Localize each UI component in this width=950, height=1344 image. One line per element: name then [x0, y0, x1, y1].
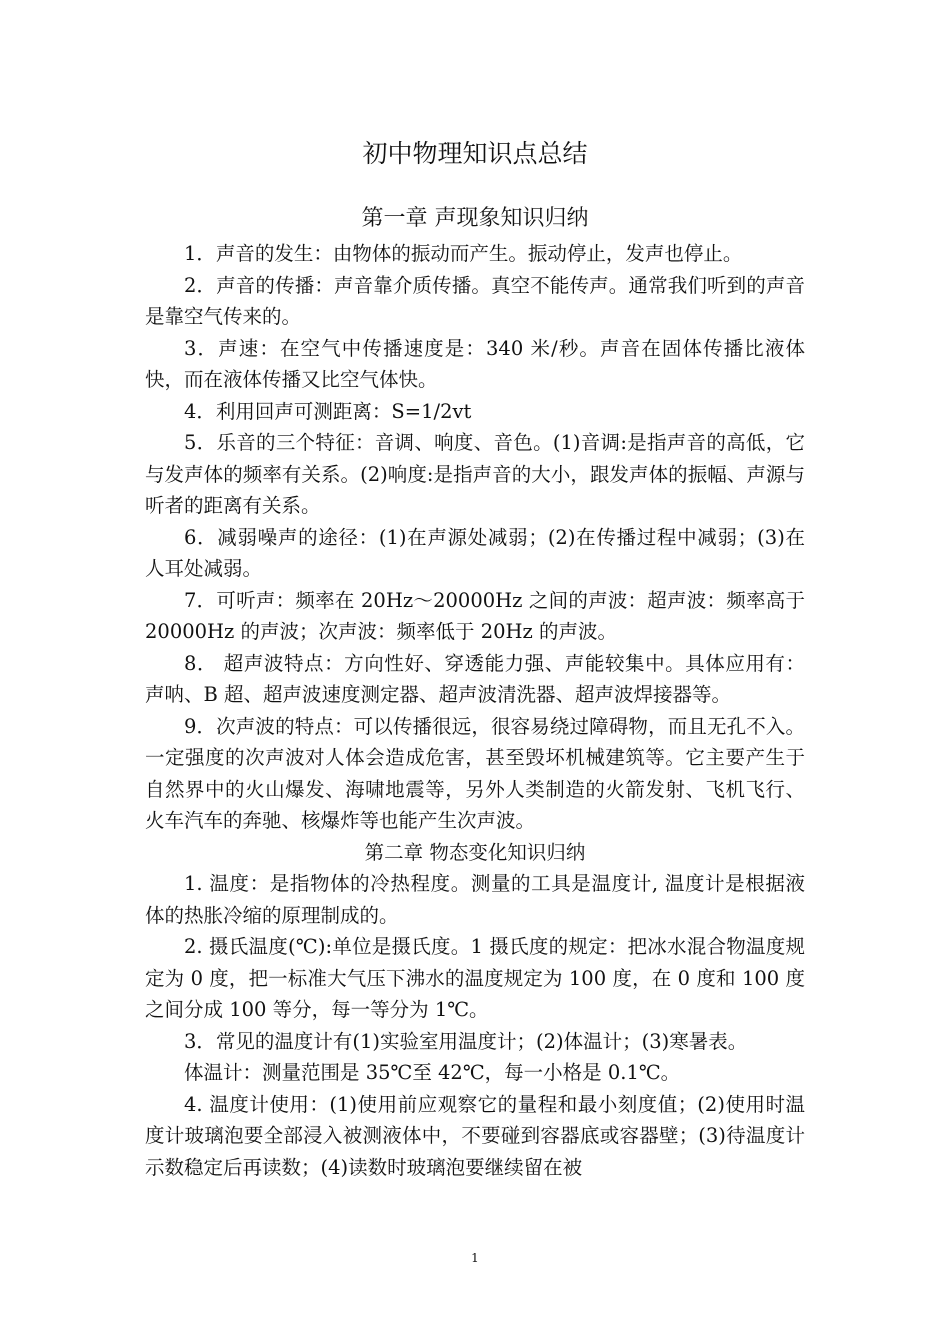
paragraph: 8． 超声波特点：方向性好、穿透能力强、声能较集中。具体应用有：声呐、B 超、超声波速度测定器、超声波清洗器、超声波焊接器等。 [145, 651, 805, 706]
paragraph: 1．声音的发生：由物体的振动而产生。振动停止，发声也停止。 [184, 242, 743, 265]
document-title: 初中物理知识点总结 [362, 139, 588, 168]
paragraph: 5．乐音的三个特征：音调、响度、音色。(1)音调:是指声音的高低，它与发声体的频率有关系。(2)响度:是指声音的大小，跟发声体的振幅、声源与听者的距离有关系。 [145, 431, 805, 517]
paragraph: 4．利用回声可测距离：S=1/2vt [184, 399, 472, 423]
paragraph: 6．减弱噪声的途径：(1)在声源处减弱；(2)在传播过程中减弱；(3)在人耳处减弱。 [145, 525, 805, 580]
paragraph: 1. 温度：是指物体的冷热程度。测量的工具是温度计, 温度计是根据液体的热胀冷缩的原理制成的。 [145, 872, 805, 927]
paragraph: 2．声音的传播：声音靠介质传播。真空不能传声。通常我们听到的声音是靠空气传来的。 [145, 273, 805, 328]
paragraph: 3．常见的温度计有(1)实验室用温度计；(2)体温计；(3)寒暑表。 [184, 1029, 748, 1053]
paragraph: 4. 温度计使用：(1)使用前应观察它的量程和最小刻度值；(2)使用时温度计玻璃泡要全部浸入被测液体中，不要碰到容器底或容器壁；(3)待温度计示数稳定后再读数；(4)读数时玻璃泡要继续留在被 [145, 1092, 805, 1179]
paragraph: 7．可听声：频率在 20Hz～20000Hz 之间的声波：超声波：频率高于 20000Hz 的声波；次声波：频率低于 20Hz 的声波。 [145, 588, 805, 643]
paragraph: 2. 摄氏温度(℃):单位是摄氏度。1 摄氏度的规定：把冰水混合物温度规定为 0 度，把一标准大气压下沸水的温度规定为 100 度，在 0 度和 100 度之间分成 100 等分，每一等分为 1℃。 [145, 935, 805, 1021]
chapter-2-heading: 第二章 物态变化知识归纳 [364, 840, 586, 864]
paragraph: 体温计：测量范围是 35℃至 42℃，每一小格是 0.1℃。 [184, 1061, 681, 1084]
page-number: 1 [471, 1251, 479, 1265]
paragraph: 3．声速：在空气中传播速度是：340 米/秒。声音在固体传播比液体快，而在液体传播又比空气体快。 [145, 336, 805, 391]
paragraph: 9．次声波的特点：可以传播很远，很容易绕过障碍物，而且无孔不入。一定强度的次声波对人体会造成危害，甚至毁坏机械建筑等。它主要产生于自然界中的火山爆发、海啸地震等，另外人类制造的火箭发射、飞机飞行、火车汽车的奔驰、核爆炸等也能产生次声波。 [145, 714, 805, 832]
document-body [145, 238, 805, 1183]
chapter-1-heading: 第一章 声现象知识归纳 [361, 206, 589, 231]
